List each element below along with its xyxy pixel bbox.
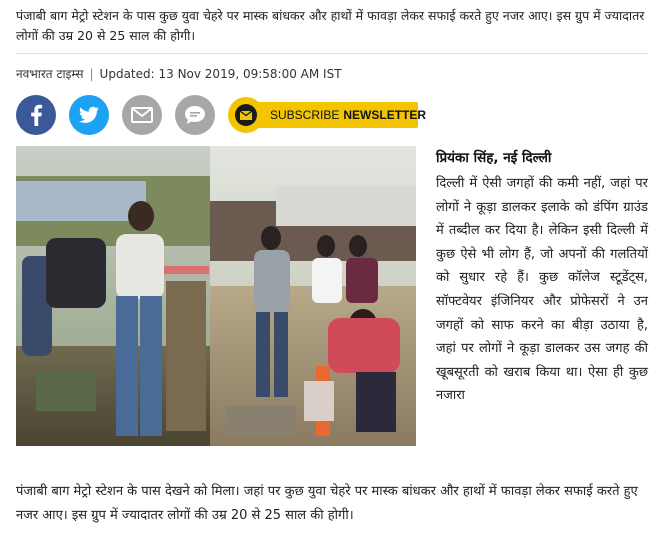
photo-caption: पंजाबी बाग मेट्रो स्टेशन के पास कुछ युवा चेहरे पर मास्क बांधकर और हाथों में फावड़ा लेकर सफाई करते हुए नजर आए। इस ग्रुप में ज्यादातर लोगों की उम्र 20 से 25 साल की होगी।	[16, 8, 645, 43]
mail-icon	[122, 95, 162, 135]
article-body-paragraph-part1: दिल्ली में ऐसी जगहों की कमी नहीं, जहां पर लोगों ने कूड़ा डालकर इलाके को डंपिंग ग्राउंड में तब्दील कर दिया है। लेकिन इसी दिल्ली में कुछ ऐसे भी लोग हैं, जो अपनों की गलतियों को सुधार रहे हैं। कुछ कॉलेज स्टूडेंट्स, सॉफ्टवेयर इंजिनियर और प्रोफेसरों ने उन जगहों को साफ करने का बीड़ा उठाया है, जहां पर लोगों ने कूड़ा डालकर उस जगह की खूबसूरती को खराब किया था। ऐसा ही कुछ नजारा	[436, 176, 648, 404]
comment-icon	[175, 95, 215, 135]
divider	[16, 53, 648, 54]
subscribe-label-bold: NEWSLETTER	[343, 108, 427, 122]
twitter-icon	[69, 95, 109, 135]
byline-separator: |	[89, 67, 94, 81]
facebook-share-button[interactable]	[16, 95, 56, 135]
updated-timestamp: Updated: 13 Nov 2019, 09:58:00 AM IST	[99, 67, 342, 81]
email-share-button[interactable]	[122, 95, 162, 135]
comment-button[interactable]	[175, 95, 215, 135]
subscribe-label	[246, 102, 427, 128]
twitter-share-button[interactable]	[69, 95, 109, 135]
subscribe-newsletter-button[interactable]	[228, 97, 427, 133]
source-name[interactable]: नवभारत टाइम्स	[16, 67, 84, 81]
subscribe-label-regular: SUBSCRIBE	[270, 108, 340, 122]
newsletter-icon	[228, 97, 264, 133]
cleanup-drive-photo	[16, 146, 416, 446]
byline	[16, 66, 342, 82]
article-body-paragraph-part2: पंजाबी बाग मेट्रो स्टेशन के पास देखने को मिला। जहां पर कुछ युवा चेहरे पर मास्क बांधकर और हाथों में फावड़ा लेकर सफाई करते हुए नजर आए। इस ग्रुप में ज्यादातर लोगों की उम्र 20 से 25 साल की होगी।	[16, 484, 638, 523]
article-author: प्रियंका सिंह, नई दिल्ली	[436, 150, 552, 166]
article-photo	[16, 146, 416, 446]
facebook-icon	[16, 95, 56, 135]
